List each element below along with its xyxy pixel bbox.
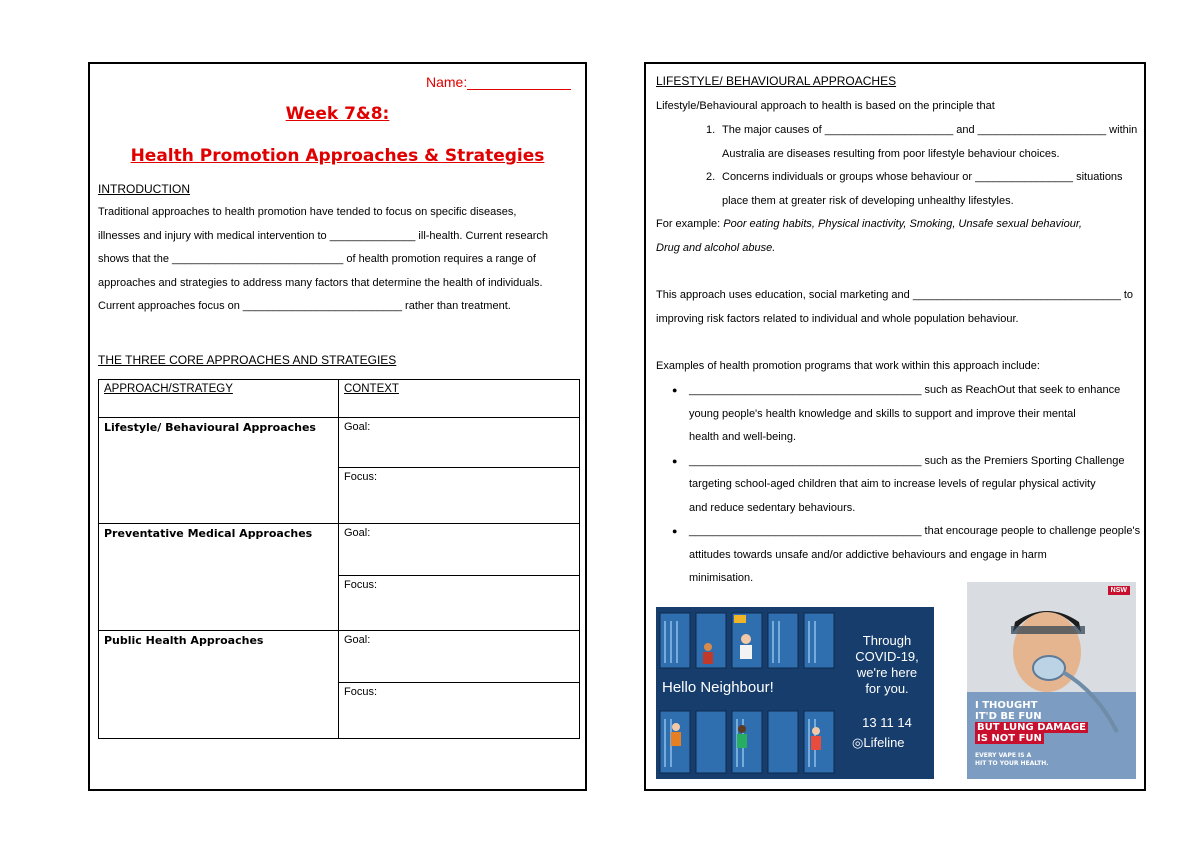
bullet-icon: ● bbox=[672, 385, 678, 395]
vape-ad-image bbox=[967, 582, 1136, 779]
bullet-text: and reduce sedentary behaviours. bbox=[689, 501, 856, 514]
approach-preventative: Preventative Medical Approaches bbox=[99, 524, 339, 631]
approach-line: improving risk factors related to individual and whole population behaviour. bbox=[656, 312, 1019, 325]
list-item bbox=[672, 520, 1141, 591]
name-field[interactable] bbox=[426, 74, 571, 90]
vape-headline-line: I THOUGHT bbox=[975, 700, 1038, 711]
vape-headline-line: IS NOT FUN bbox=[977, 733, 1042, 744]
vape-headline-line: BUT LUNG DAMAGE bbox=[977, 722, 1087, 733]
list-text: The major causes of _____________________ and _____________________ within bbox=[722, 124, 1138, 136]
bullet-text: targeting school-aged children that aim to increase levels of regular physical activity bbox=[689, 478, 1096, 490]
vape-headline bbox=[975, 700, 1088, 744]
list-text: place them at greater risk of developing unhealthy lifestyles. bbox=[722, 194, 1014, 207]
vape-poster-illustration bbox=[967, 582, 1136, 779]
bullet-text: ______________________________________ such as ReachOut that seek to enhance bbox=[689, 384, 1121, 396]
intro-line: illnesses and injury with medical intervention to ______________ ill-health. Current research bbox=[98, 229, 549, 242]
focus-cell[interactable]: Focus: bbox=[339, 576, 580, 631]
principle-list bbox=[706, 119, 1137, 213]
goal-cell[interactable]: Goal: bbox=[339, 418, 580, 468]
lifeline-phone: 13 11 14 bbox=[862, 715, 912, 730]
name-blank[interactable] bbox=[467, 75, 571, 90]
intro-line: approaches and strategies to address many factors that determine the health of individuals. bbox=[98, 276, 543, 289]
lifeline-brand-text: Lifeline bbox=[863, 735, 905, 750]
worksheet-left-page bbox=[88, 62, 587, 791]
intro-paragraph bbox=[98, 201, 548, 319]
focus-cell[interactable]: Focus: bbox=[339, 683, 580, 739]
approach-line: This approach uses education, social marketing and __________________________________ to bbox=[656, 289, 1134, 301]
nsw-badge: NSW bbox=[1108, 586, 1130, 595]
lifeline-ad-image bbox=[656, 607, 934, 779]
lifeline-message-line: we're here bbox=[856, 665, 918, 680]
example-text: Drug and alcohol abuse. bbox=[656, 241, 776, 254]
list-item bbox=[706, 119, 1137, 143]
lifeline-hello-text: Hello Neighbour! bbox=[662, 679, 774, 696]
programs-list bbox=[672, 379, 1141, 591]
week-heading: Week 7&8: bbox=[285, 104, 390, 124]
list-item bbox=[672, 450, 1140, 521]
lifeline-logo-icon: ◎ bbox=[852, 735, 864, 750]
example-text: Poor eating habits, Physical inactivity, Smoking, Unsafe sexual behaviour, bbox=[723, 218, 1082, 230]
intro-line: shows that the ____________________________ of health promotion requires a range of bbox=[98, 253, 536, 265]
example-lead: For example: bbox=[656, 218, 724, 230]
intro-line: Current approaches focus on __________________________ rather than treatment. bbox=[98, 300, 511, 312]
example-paragraph bbox=[656, 213, 1082, 260]
bullet-text: young people's health knowledge and skills to support and improve their mental bbox=[689, 407, 1076, 420]
lifestyle-intro: Lifestyle/Behavioural approach to health is based on the principle that bbox=[656, 100, 995, 112]
lifeline-message-line: COVID-19, bbox=[855, 649, 919, 664]
list-number: 2. bbox=[706, 171, 716, 183]
vape-tagline-line: HIT TO YOUR HEALTH. bbox=[975, 760, 1049, 767]
bullet-text: attitudes towards unsafe and/or addictive behaviours and engage in harm bbox=[689, 548, 1047, 561]
goal-cell[interactable]: Goal: bbox=[339, 631, 580, 683]
bullet-icon: ● bbox=[672, 526, 678, 536]
vape-tagline-line: EVERY VAPE IS A bbox=[975, 752, 1032, 759]
list-number: 1. bbox=[706, 124, 716, 136]
list-item bbox=[672, 379, 1140, 450]
lifeline-brand bbox=[852, 735, 905, 751]
lifeline-message-line: Through bbox=[862, 633, 912, 648]
lifeline-message bbox=[842, 633, 932, 697]
list-text: Australia are diseases resulting from poor lifestyle behaviour choices. bbox=[722, 147, 1060, 160]
goal-cell[interactable]: Goal: bbox=[339, 524, 580, 576]
approach-paragraph bbox=[656, 284, 1133, 331]
approach-lifestyle: Lifestyle/ Behavioural Approaches bbox=[99, 418, 339, 524]
vape-headline-line: IT'D BE FUN bbox=[975, 711, 1042, 722]
core-approaches-heading: THE THREE CORE APPROACHES AND STRATEGIES bbox=[98, 353, 397, 367]
programs-intro: Examples of health promotion programs that work within this approach include: bbox=[656, 360, 1040, 372]
approaches-table bbox=[98, 379, 580, 739]
table-header-approach: APPROACH/STRATEGY bbox=[99, 380, 339, 418]
list-text: Concerns individuals or groups whose behaviour or ________________ situations bbox=[722, 171, 1123, 183]
worksheet-right-page bbox=[644, 62, 1146, 791]
intro-heading: INTRODUCTION bbox=[98, 182, 190, 196]
focus-cell[interactable]: Focus: bbox=[339, 468, 580, 524]
name-label: Name: bbox=[426, 74, 468, 90]
list-item bbox=[706, 166, 1137, 190]
page-title: Health Promotion Approaches & Strategies bbox=[130, 146, 545, 166]
bullet-icon: ● bbox=[672, 455, 678, 466]
bullet-text: ______________________________________ that encourage people to challenge people's bbox=[689, 525, 1141, 537]
intro-line: Traditional approaches to health promotion have tended to focus on specific diseases, bbox=[98, 206, 517, 218]
bullet-text: minimisation. bbox=[689, 572, 754, 584]
bullet-text: health and well-being. bbox=[689, 431, 797, 443]
approach-public-health: Public Health Approaches bbox=[99, 631, 339, 739]
table-header-context: CONTEXT bbox=[339, 380, 580, 418]
vape-tagline bbox=[975, 752, 1049, 768]
lifeline-message-line: for you. bbox=[865, 681, 909, 696]
lifestyle-heading: LIFESTYLE/ BEHAVIOURAL APPROACHES bbox=[656, 74, 897, 88]
bullet-text: ______________________________________ such as the Premiers Sporting Challenge bbox=[689, 454, 1125, 467]
